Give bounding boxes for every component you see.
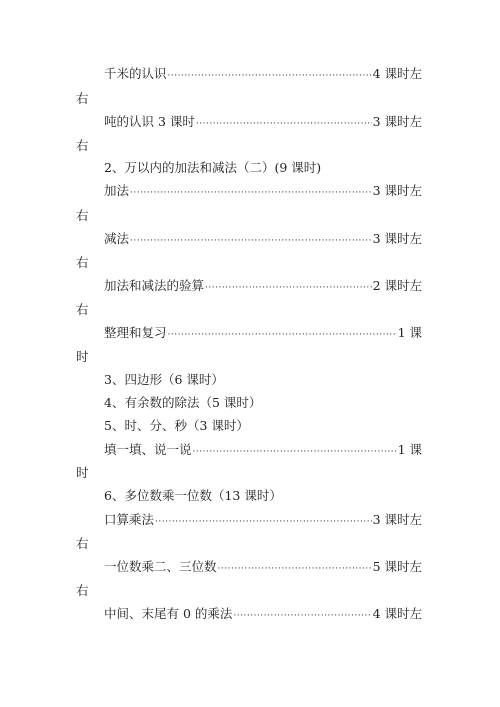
dot-leader bbox=[205, 278, 372, 298]
wrapped-text bbox=[0, 581, 500, 601]
section-heading bbox=[0, 486, 500, 506]
wrapped-text bbox=[0, 206, 500, 226]
dot-leader bbox=[233, 606, 371, 626]
entry-title: 口算乘法 bbox=[104, 512, 155, 527]
dot-leader bbox=[168, 66, 372, 86]
toc-entry bbox=[0, 557, 500, 577]
entry-title: 减法 bbox=[104, 231, 130, 246]
dot-leader bbox=[130, 183, 372, 203]
wrapped-text bbox=[0, 347, 500, 367]
entry-title: 填一填、说一说 bbox=[104, 442, 192, 457]
toc-entry bbox=[0, 510, 500, 530]
wrapped-char: 右 bbox=[76, 302, 89, 317]
entry-hours: 5 课时左 bbox=[372, 559, 422, 574]
heading-text: 6、多位数乘一位数（13 课时） bbox=[104, 488, 282, 503]
toc-entry bbox=[0, 181, 500, 201]
toc-entry bbox=[0, 276, 500, 296]
entry-hours: 1 课 bbox=[397, 442, 422, 457]
wrapped-char: 右 bbox=[76, 138, 89, 153]
wrapped-char: 右 bbox=[76, 536, 89, 551]
entry-title: 整理和复习 bbox=[104, 325, 167, 340]
toc-entry bbox=[0, 64, 500, 84]
entry-hours: 1 课 bbox=[397, 325, 422, 340]
section-heading bbox=[0, 158, 500, 178]
entry-hours: 3 课时左 bbox=[372, 231, 422, 246]
entry-hours: 3 课时左 bbox=[372, 183, 422, 198]
toc-entry bbox=[0, 229, 500, 249]
toc-entry bbox=[0, 323, 500, 343]
wrapped-text bbox=[0, 534, 500, 554]
dot-leader bbox=[196, 114, 372, 134]
wrapped-text bbox=[0, 136, 500, 156]
entry-title: 一位数乘二、三位数 bbox=[104, 559, 217, 574]
heading-text: 5、时、分、秒（3 课时） bbox=[104, 418, 249, 433]
heading-text: 2、万以内的加法和减法（二）(9 课时) bbox=[104, 160, 322, 175]
entry-hours: 4 课时左 bbox=[372, 606, 422, 621]
toc-entry bbox=[0, 440, 500, 460]
entry-title: 加法和减法的验算 bbox=[104, 278, 205, 293]
dot-leader bbox=[193, 442, 397, 462]
dot-leader bbox=[218, 559, 372, 579]
wrapped-text bbox=[0, 253, 500, 273]
wrapped-char: 时 bbox=[76, 465, 89, 480]
wrapped-char: 右 bbox=[76, 583, 89, 598]
wrapped-text bbox=[0, 89, 500, 109]
wrapped-text bbox=[0, 300, 500, 320]
dot-leader bbox=[130, 231, 372, 251]
entry-hours: 4 课时左 bbox=[372, 66, 422, 81]
entry-hours: 3 课时左 bbox=[372, 512, 422, 527]
entry-title: 吨的认识 3 课时 bbox=[104, 114, 195, 129]
entry-title: 中间、末尾有 0 的乘法 bbox=[104, 606, 233, 621]
toc-entry bbox=[0, 604, 500, 624]
entry-hours: 2 课时左 bbox=[372, 278, 422, 293]
entry-hours: 3 课时左 bbox=[372, 114, 422, 129]
wrapped-text bbox=[0, 463, 500, 483]
toc-entry bbox=[0, 112, 500, 132]
wrapped-char: 右 bbox=[76, 91, 89, 106]
dot-leader bbox=[155, 512, 372, 532]
wrapped-char: 时 bbox=[76, 349, 89, 364]
section-heading bbox=[0, 393, 500, 413]
entry-title: 千米的认识 bbox=[104, 66, 167, 81]
heading-text: 4、有余数的除法（5 课时） bbox=[104, 395, 262, 410]
wrapped-char: 右 bbox=[76, 208, 89, 223]
entry-title: 加法 bbox=[104, 183, 130, 198]
section-heading bbox=[0, 370, 500, 390]
section-heading bbox=[0, 416, 500, 436]
wrapped-char: 右 bbox=[76, 255, 89, 270]
dot-leader bbox=[168, 325, 397, 345]
heading-text: 3、四边形（6 课时） bbox=[104, 372, 224, 387]
